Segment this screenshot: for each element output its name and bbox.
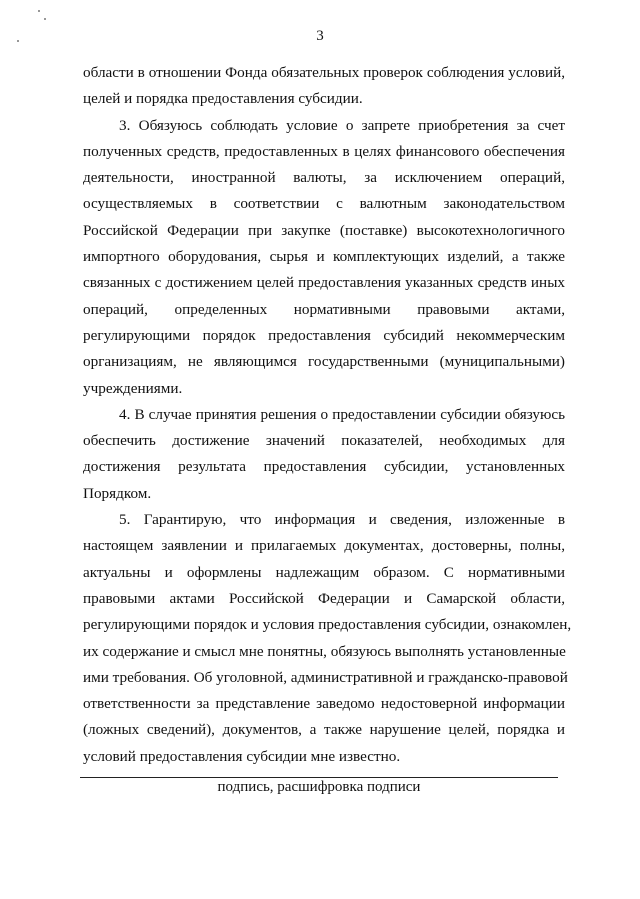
- scan-speck: [38, 10, 40, 12]
- scan-speck: [17, 40, 19, 42]
- text-line: 4. В случае принятия решения о предоставлении субсидии обязуюсь: [119, 405, 565, 423]
- text-line: достижения результата предоставления субсидии, установленных: [83, 458, 565, 476]
- text-line: (ложных сведений), документов, а также нарушение целей, порядка и: [83, 721, 565, 739]
- signature-line: [80, 777, 558, 778]
- text-line: правовыми актами Российской Федерации и Самарской области,: [83, 589, 565, 607]
- text-line: целей и порядка предоставления субсидии.: [83, 90, 363, 108]
- text-line: их содержание и смысл мне понятны, обязуюсь выполнять установленные: [83, 642, 566, 660]
- text-line: ими требования. Об уголовной, административной и гражданско-правовой: [83, 668, 568, 686]
- text-line: организациям, не являющимся государственными (муниципальными): [83, 353, 565, 371]
- text-line: 5. Гарантирую, что информация и сведения, изложенные в: [119, 511, 565, 529]
- paragraph-5: [83, 507, 572, 770]
- text-line: операций, определенных нормативными правовыми актами,: [83, 300, 565, 318]
- paragraph-continuation: [83, 60, 565, 113]
- scan-speck: [44, 18, 46, 20]
- text-line: обеспечить достижение значений показателей, необходимых для: [83, 432, 565, 450]
- text-line: деятельности, иностранной валюты, за исключением операций,: [83, 169, 565, 187]
- text-line: связанных с достижением целей предоставления указанных средств иных: [83, 274, 565, 292]
- text-line: регулирующими порядок и условия предоставления субсидии, ознакомлен,: [83, 616, 572, 634]
- text-line: импортного оборудования, сырья и комплектующих изделий, а также: [83, 248, 565, 266]
- text-line: полученных средств, предоставленных в целях финансового обеспечения: [83, 142, 565, 160]
- text-line: области в отношении Фонда обязательных проверок соблюдения условий,: [83, 64, 565, 81]
- paragraph-4: [83, 402, 565, 507]
- page-number: 3: [316, 28, 324, 44]
- text-line: Российской Федерации при закупке (поставке) высокотехнологичного: [83, 221, 565, 239]
- text-line: осуществляемых в соответствии с валютным законодательством: [83, 195, 565, 213]
- text-line: регулирующими порядок предоставления субсидий некоммерческим: [83, 326, 565, 344]
- text-line: актуальны и оформлены надлежащим образом. С нормативными: [83, 563, 565, 581]
- text-line: 3. Обязуюсь соблюдать условие о запрете приобретения за счет: [119, 116, 565, 134]
- text-line: ответственности за представление заведомо недостоверной информации: [83, 695, 565, 713]
- signature-caption: подпись, расшифровка подписи: [217, 779, 421, 795]
- text-line: настоящем заявлении и прилагаемых документах, достоверны, полны,: [83, 537, 565, 555]
- text-line: условий предоставления субсидии мне известно.: [83, 747, 401, 765]
- document-body: [83, 60, 572, 770]
- text-line: учреждениями.: [83, 379, 183, 397]
- paragraph-3: [83, 113, 565, 402]
- text-line: Порядком.: [83, 484, 152, 502]
